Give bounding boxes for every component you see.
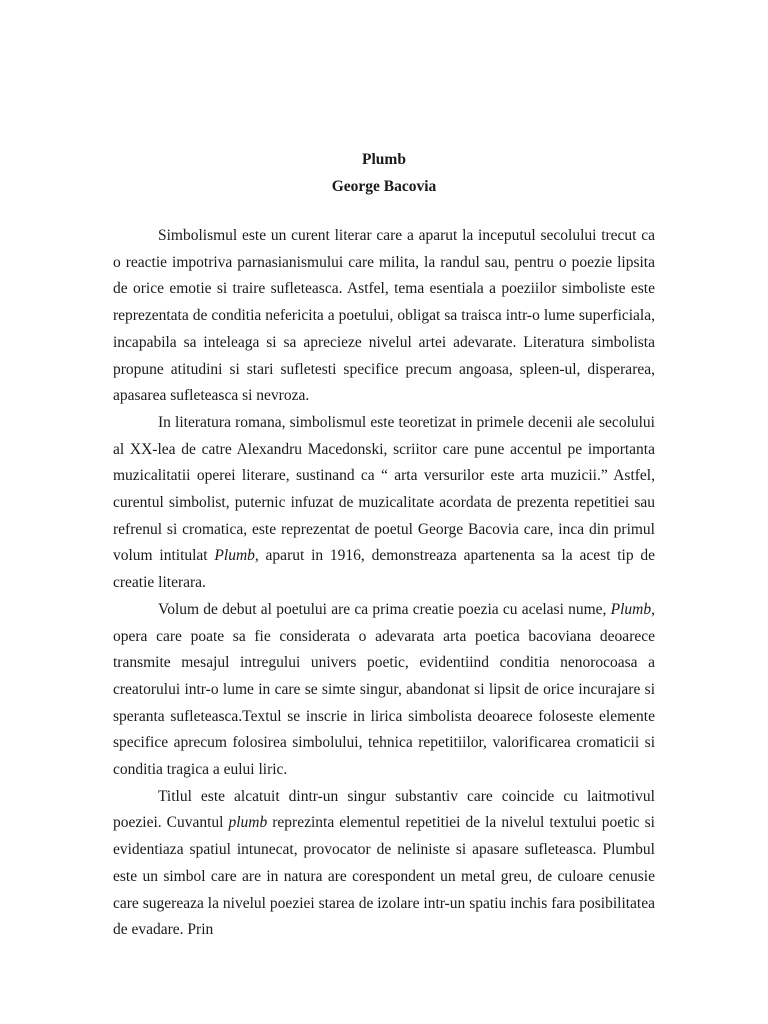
paragraph-4 — [113, 784, 655, 944]
paragraph-1 — [113, 223, 655, 410]
paragraph-4-italic-word: plumb — [228, 814, 268, 832]
document-body — [113, 223, 655, 944]
paragraph-2 — [113, 410, 655, 597]
document-author: George Bacovia — [331, 178, 437, 195]
paragraph-2-text-a: In literatura romana, simbolismul este teoretizat in primele decenii ale secolului al XX-lea de catre Alexandru Macedonski, scriitor care pune accentul pe importanta muzicalitatii operei literare, sustinand ca “ arta versurilor este arta muzicii.” Astfel, curentul simbolist, puternic infuzat de muzicalitate acordata de prezenta repetitiei sau refrenul si cromatica, este reprezentat de poetul George Bacovia care, inca din primul volum intitulat — [113, 413, 655, 565]
paragraph-1-text: Simbolismul este un curent literar care a aparut la inceputul secolului trecut ca o reactie impotriva parnasianismului care milita, la randul sau, pentru o poezie lipsita de orice emotie si traire sufleteasca. Astfel, tema esentiala a poeziilor simboliste este reprezentata de conditia nefericita a poetului, obligat sa traisca intr-o lume superficiala, incapabila sa inteleaga si sa aprecieze nivelul artei adevarate. Literatura simbolista propune atitudini si stari sufletesti specifice precum angoasa, spleen-ul, disperarea, apasarea sufleteasca si nevroza. — [113, 227, 655, 405]
paragraph-4-text-b: reprezinta elementul repetitiei de la nivelul textului poetic si evidentiaza spatiul intunecat, provocator de neliniste si apasare sufleteasca. Plumbul este un simbol care are in natura are corespondent un metal greu, de culoare cenusie care sugereaza la nivelul poeziei starea de izolare intr-un spatiu inchis fara posibilitatea de evadare. Prin — [113, 814, 655, 939]
paragraph-3 — [113, 597, 655, 784]
title-block — [0, 146, 768, 200]
paragraph-2-text-b: aparut in 1916, demonstreaza apartenenta sa la acest tip de creatie literara. — [113, 547, 655, 592]
paragraph-3-text-b: , opera care poate sa fie considerata o adevarata arta poetica bacoviana deoarece transmite mesajul intregului univers poetic, evidentiind conditia nenorocoasa a creatorului intr-o lume in care se simte singur, abandonat si lipsit de orice incurajare si speranta sufleteasca.Textul se inscrie in lirica simbolista deoarece foloseste elemente specifice aprecum folosirea simbolului, tehnica repetitiilor, valorificarea cromaticii si conditia tragica a eului liric. — [113, 600, 655, 779]
paragraph-3-text-a: Volum de debut al poetului are ca prima creatie poezia cu acelasi nume, — [158, 600, 611, 618]
paragraph-2-italic-title: Plumb, — [214, 547, 259, 565]
paragraph-3-italic-title: Plumb — [610, 600, 652, 618]
paragraph-4-text-a: Titlul este alcatuit dintr-un singur substantiv care coincide cu laitmotivul poeziei. Cuvantul — [113, 787, 655, 832]
document-title: Plumb — [362, 151, 406, 168]
